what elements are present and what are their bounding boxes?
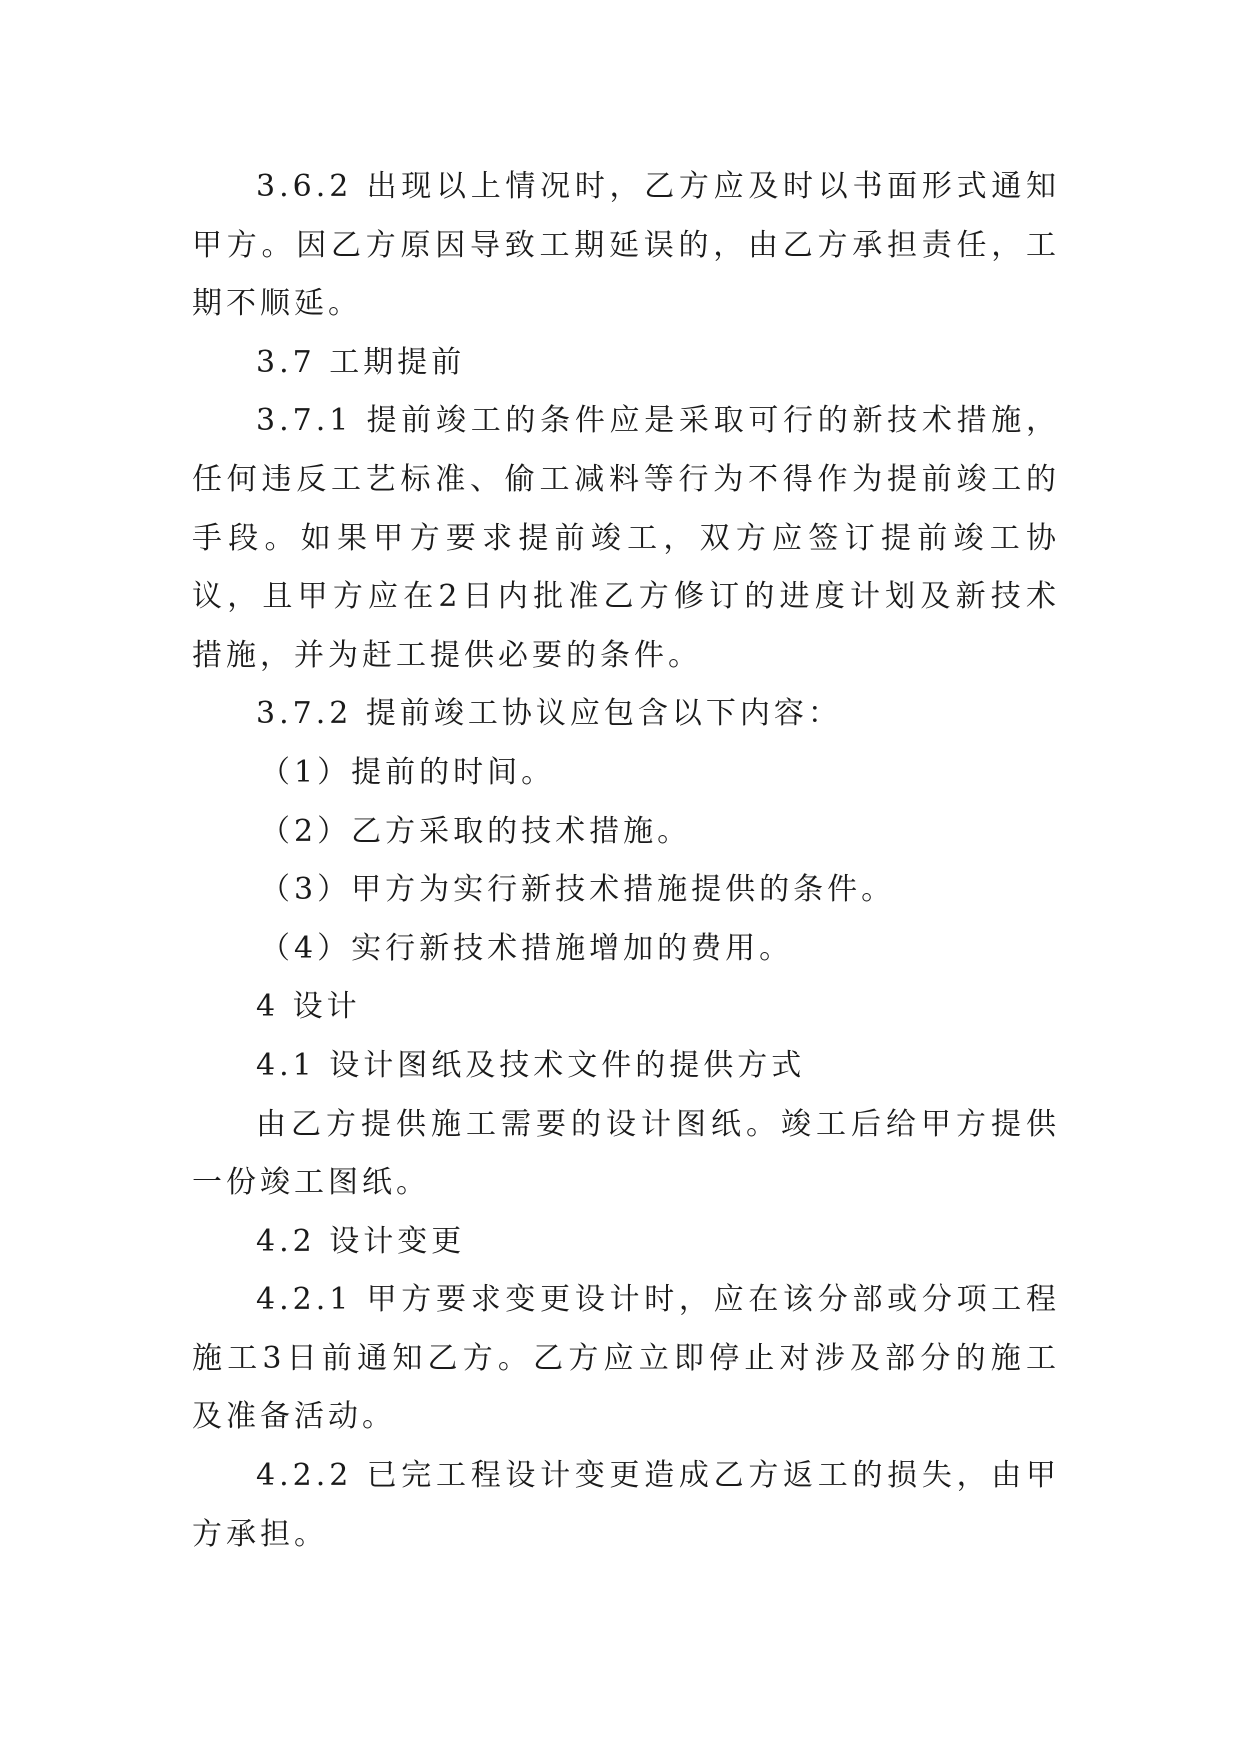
list-item-3: （3）甲方为实行新技术措施提供的条件。 (260, 872, 896, 908)
paragraph-3-7-1: 3.7.1 提前竣工的条件应是采取可行的新技术措施，任何违反工艺标准、偷工减料等行为不得作为提前竣工的手段。如果甲方要求提前竣工，双方应签订提前竣工协议，且甲方应在2日内批准乙方修订的进度计划及新技术措施，并为赶工提供必要的条件。 (192, 403, 1060, 673)
paragraph-4-2-1: 4.2.1 甲方要求变更设计时，应在该分部或分项工程施工3日前通知乙方。乙方应立即停止对涉及部分的施工及准备活动。 (192, 1282, 1060, 1435)
list-item-1: （1）提前的时间。 (260, 754, 556, 790)
list-item-2: （2）乙方采取的技术措施。 (260, 813, 692, 849)
heading-4-1: 4.1 设计图纸及技术文件的提供方式 (256, 1047, 806, 1083)
paragraph-4-2-2: 4.2.2 已完工程设计变更造成乙方返工的损失，由甲方承担。 (192, 1458, 1060, 1552)
paragraph-3-7-2: 3.7.2 提前竣工协议应包含以下内容： (256, 696, 842, 732)
heading-4: 4 设计 (256, 989, 361, 1025)
heading-4-2: 4.2 设计变更 (256, 1223, 466, 1259)
list-item-4: （4）实行新技术措施增加的费用。 (260, 930, 794, 966)
heading-3-7: 3.7 工期提前 (256, 344, 466, 380)
paragraph-4-1-body: 由乙方提供施工需要的设计图纸。竣工后给甲方提供一份竣工图纸。 (192, 1106, 1060, 1201)
paragraph-3-6-2: 3.6.2 出现以上情况时，乙方应及时以书面形式通知甲方。因乙方原因导致工期延误的，由乙方承担责任，工期不顺延。 (192, 169, 1060, 322)
document-body (192, 158, 1060, 1564)
